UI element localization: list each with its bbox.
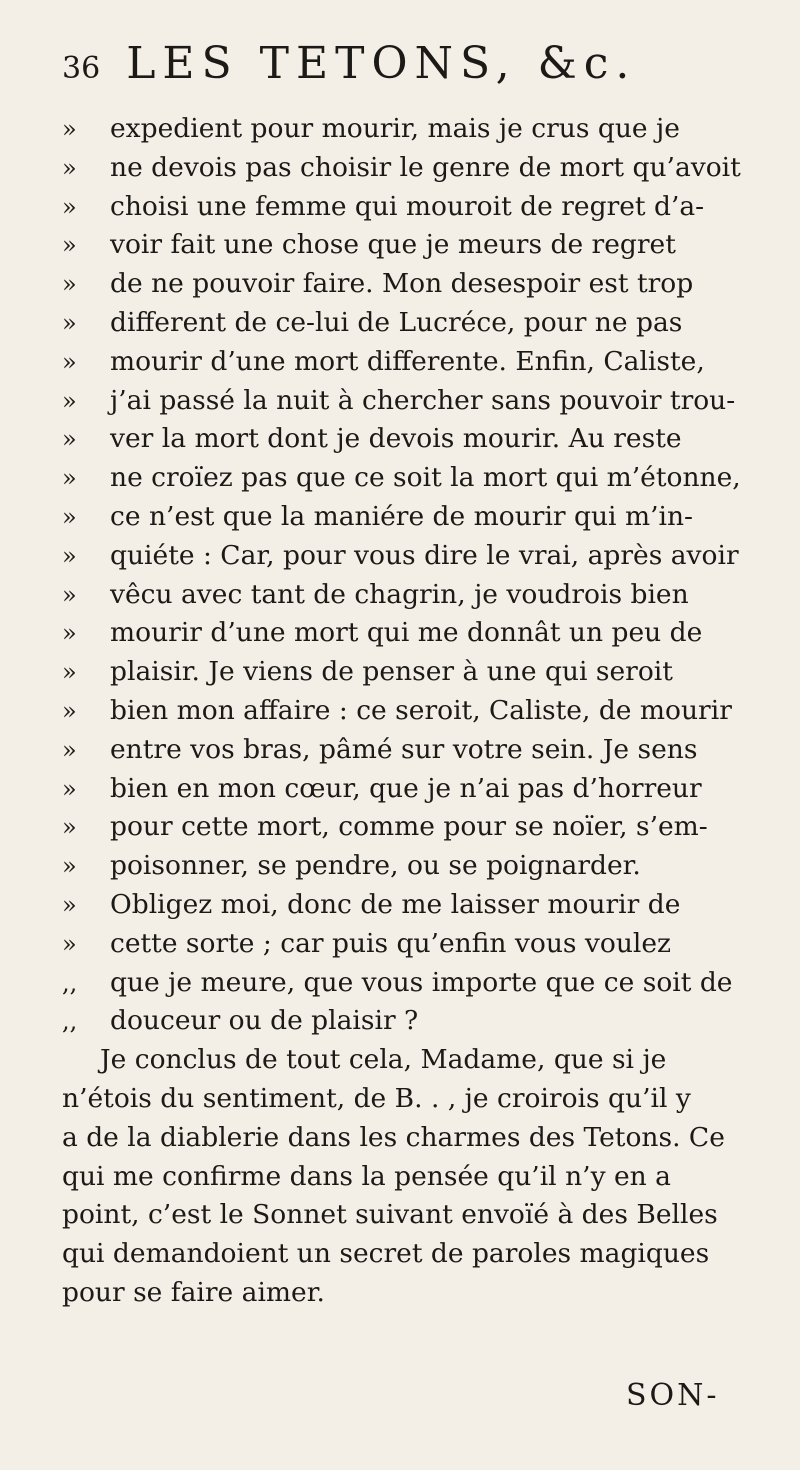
line-text: bien en mon cœur, que je n’ai pas d’horreur bbox=[110, 772, 702, 804]
line-text: pour cette mort, comme pour se noïer, s’em- bbox=[110, 811, 708, 843]
line-text: quiéte : Car, pour vous dire le vrai, après avoir bbox=[110, 539, 739, 571]
text-line bbox=[62, 808, 782, 847]
page-number: 36 bbox=[62, 51, 101, 86]
line-text: ne devois pas choisir le genre de mort qu’avoit bbox=[110, 151, 741, 183]
page-header bbox=[62, 38, 762, 98]
text-line bbox=[62, 1158, 782, 1197]
text-line bbox=[62, 964, 782, 1003]
quote-mark: » bbox=[62, 192, 77, 221]
text-line bbox=[62, 420, 782, 459]
text-line bbox=[62, 343, 782, 382]
quote-mark: » bbox=[62, 347, 77, 376]
quote-mark: » bbox=[62, 696, 77, 725]
quote-mark: ,, bbox=[62, 968, 78, 997]
quote-mark: » bbox=[62, 774, 77, 803]
quote-mark: » bbox=[62, 231, 77, 260]
text-line bbox=[62, 1274, 782, 1313]
line-text: vêcu avec tant de chagrin, je voudrois bien bbox=[110, 578, 689, 610]
text-line bbox=[62, 614, 782, 653]
line-text: entre vos bras, pâmé sur votre sein. Je sens bbox=[110, 733, 698, 765]
quote-mark: » bbox=[62, 890, 77, 919]
line-text: que je meure, que vous importe que ce soit de bbox=[110, 966, 733, 998]
line-text: mourir d’une mort differente. Enfin, Caliste, bbox=[110, 345, 705, 377]
line-text: cette sorte ; car puis qu’enfin vous voulez bbox=[110, 927, 672, 959]
line-text: expedient pour mourir, mais je crus que je bbox=[110, 113, 680, 144]
body-text bbox=[62, 110, 782, 1313]
text-line bbox=[62, 847, 782, 886]
quote-mark: » bbox=[62, 153, 77, 182]
text-line bbox=[62, 304, 782, 343]
text-line bbox=[62, 1002, 782, 1041]
text-line bbox=[62, 576, 782, 615]
text-line bbox=[62, 226, 782, 265]
text-line bbox=[62, 149, 782, 188]
quote-mark: » bbox=[62, 852, 77, 881]
text-line bbox=[62, 265, 782, 304]
text-line bbox=[62, 1041, 782, 1080]
text-line bbox=[62, 1080, 782, 1119]
quote-mark: » bbox=[62, 580, 77, 609]
text-line bbox=[62, 1119, 782, 1158]
line-text: qui me confirme dans la pensée qu’il n’y en a bbox=[62, 1160, 671, 1192]
quote-mark: ,, bbox=[62, 1007, 78, 1036]
line-text: different de ce-lui de Lucréce, pour ne pas bbox=[110, 306, 683, 338]
quote-mark: » bbox=[62, 502, 77, 531]
line-text: n’étois du sentiment, de B. . , je croirois qu’il y bbox=[62, 1082, 691, 1114]
line-text: a de la diablerie dans les charmes des Tetons. Ce bbox=[62, 1121, 725, 1153]
text-line bbox=[62, 537, 782, 576]
text-line bbox=[62, 459, 782, 498]
line-text: pour se faire aimer. bbox=[62, 1276, 325, 1308]
text-line bbox=[62, 925, 782, 964]
quote-mark: » bbox=[62, 115, 77, 143]
quote-mark: » bbox=[62, 386, 77, 415]
quote-mark: » bbox=[62, 735, 77, 764]
quote-mark: » bbox=[62, 541, 77, 570]
line-text: Obligez moi, donc de me laisser mourir de bbox=[110, 888, 681, 920]
text-line bbox=[62, 110, 782, 149]
quote-mark: » bbox=[62, 929, 77, 958]
running-title: LES TETONS, &c. bbox=[126, 38, 637, 89]
text-line bbox=[62, 1235, 782, 1274]
line-text: ce n’est que la maniére de mourir qui m’in- bbox=[110, 500, 693, 532]
text-line bbox=[62, 731, 782, 770]
line-text: douceur ou de plaisir ? bbox=[110, 1005, 419, 1037]
line-text: qui demandoient un secret de paroles magiques bbox=[62, 1238, 710, 1270]
line-text: choisi une femme qui mouroit de regret d’a- bbox=[110, 190, 705, 222]
quote-mark: » bbox=[62, 464, 77, 493]
text-line bbox=[62, 1196, 782, 1235]
line-text: ver la mort dont je devois mourir. Au reste bbox=[110, 423, 682, 455]
quote-mark: » bbox=[62, 658, 77, 687]
line-text: mourir d’une mort qui me donnât un peu de bbox=[110, 617, 703, 649]
quote-mark: » bbox=[62, 619, 77, 648]
line-text: ne croïez pas que ce soit la mort qui m’étonne, bbox=[110, 462, 741, 494]
quote-mark: » bbox=[62, 425, 77, 454]
line-text: point, c’est le Sonnet suivant envoïé à des Belles bbox=[62, 1199, 718, 1231]
text-line bbox=[62, 770, 782, 809]
text-line bbox=[62, 692, 782, 731]
text-line bbox=[62, 498, 782, 537]
quote-mark: » bbox=[62, 308, 77, 337]
line-text: poisonner, se pendre, ou se poignarder. bbox=[110, 850, 641, 882]
line-text: de ne pouvoir faire. Mon desespoir est trop bbox=[110, 268, 694, 300]
text-line bbox=[62, 653, 782, 692]
quote-mark: » bbox=[62, 270, 77, 299]
line-text: Je conclus de tout cela, Madame, que si je bbox=[100, 1044, 667, 1076]
text-line bbox=[62, 886, 782, 925]
line-text: voir fait une chose que je meurs de regret bbox=[110, 229, 676, 261]
catchword: SON- bbox=[626, 1378, 720, 1413]
text-line bbox=[62, 188, 782, 227]
line-text: plaisir. Je viens de penser à une qui seroit bbox=[110, 656, 673, 688]
text-line bbox=[62, 382, 782, 421]
line-text: j’ai passé la nuit à chercher sans pouvoir trou- bbox=[110, 384, 736, 416]
quote-mark: » bbox=[62, 813, 77, 842]
line-text: bien mon affaire : ce seroit, Caliste, de mourir bbox=[110, 694, 732, 726]
